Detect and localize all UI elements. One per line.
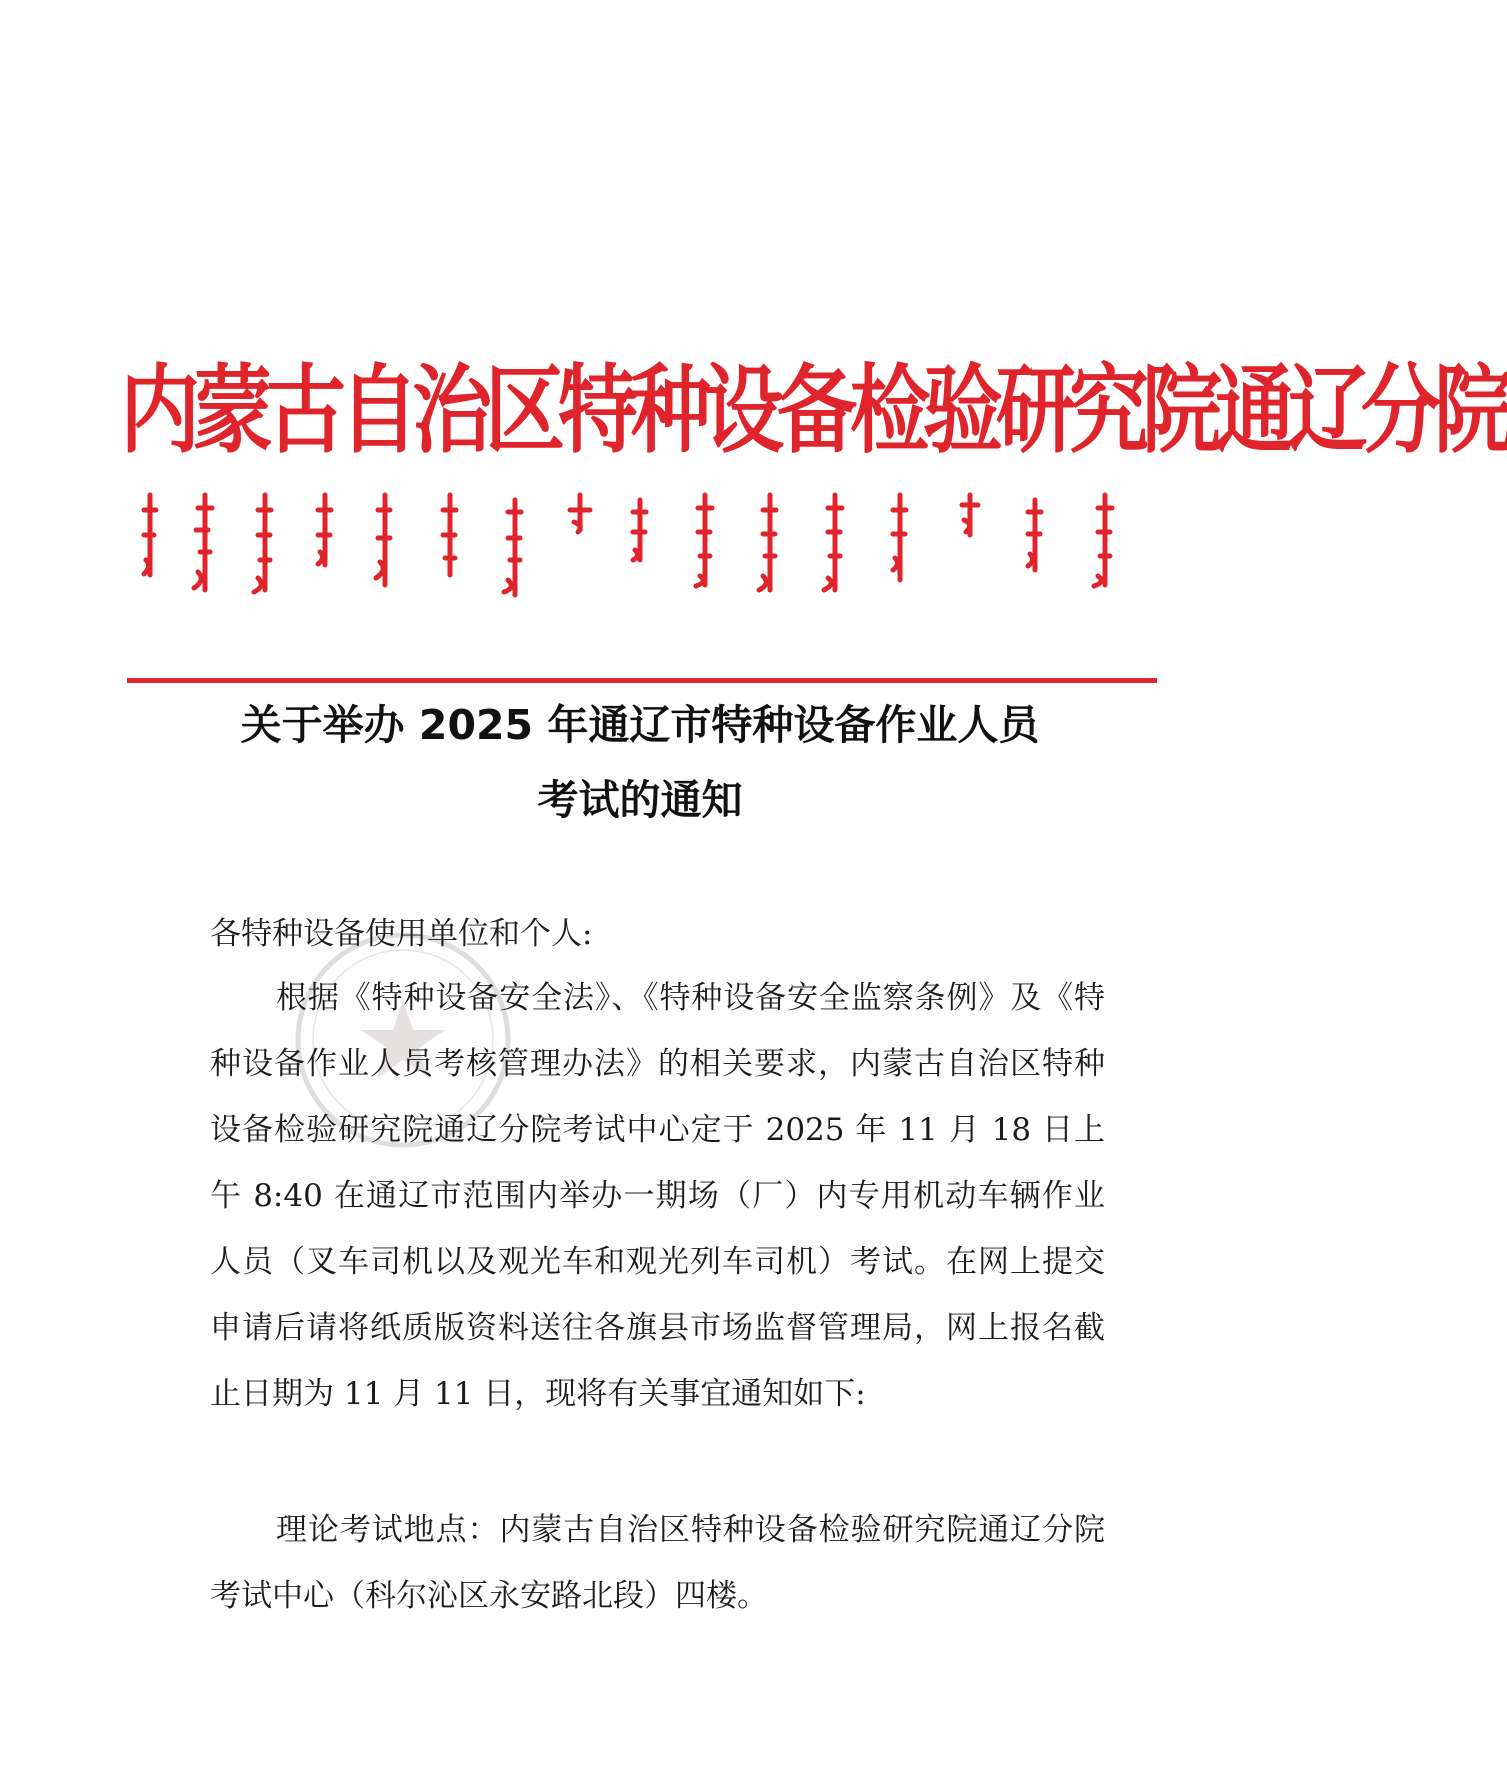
letterhead-mongolian-script xyxy=(130,490,1160,600)
letterhead-divider xyxy=(127,678,1157,683)
paragraph-text: 根据《特种设备安全法》、《特种设备安全监察条例》及《特种设备作业人员考核管理办法》的相关要求，内蒙古自治区特种设备检验研究院通辽分院考试中心定于 2025 年 11 月 18 日上午 8:40 在通辽市范围内举办一期场（厂）内专用机动车辆作业人员（叉车司机以及观光车和观光列车司机）考试。在网上提交申请后请将纸质版资料送往各旗县市场监督管理局，网上报名截止日期为 11 月 11 日，现将有关事宜通知如下: xyxy=(210,980,1105,1412)
body-paragraph-2 xyxy=(210,1497,1105,1629)
salutation: 各特种设备使用单位和个人: xyxy=(210,916,593,952)
document-title-line-1: 关于举办 2025 年通辽市特种设备作业人员 xyxy=(240,701,1040,749)
body-paragraph-1 xyxy=(210,965,1105,1427)
letterhead-org-name: 内蒙古自治区特种设备检验研究院通辽分院 xyxy=(120,353,1507,467)
paragraph-text: 理论考试地点：内蒙古自治区特种设备检验研究院通辽分院考试中心（科尔沁区永安路北段）四楼。 xyxy=(210,1512,1105,1614)
document-title-line-2: 考试的通知 xyxy=(537,776,743,824)
